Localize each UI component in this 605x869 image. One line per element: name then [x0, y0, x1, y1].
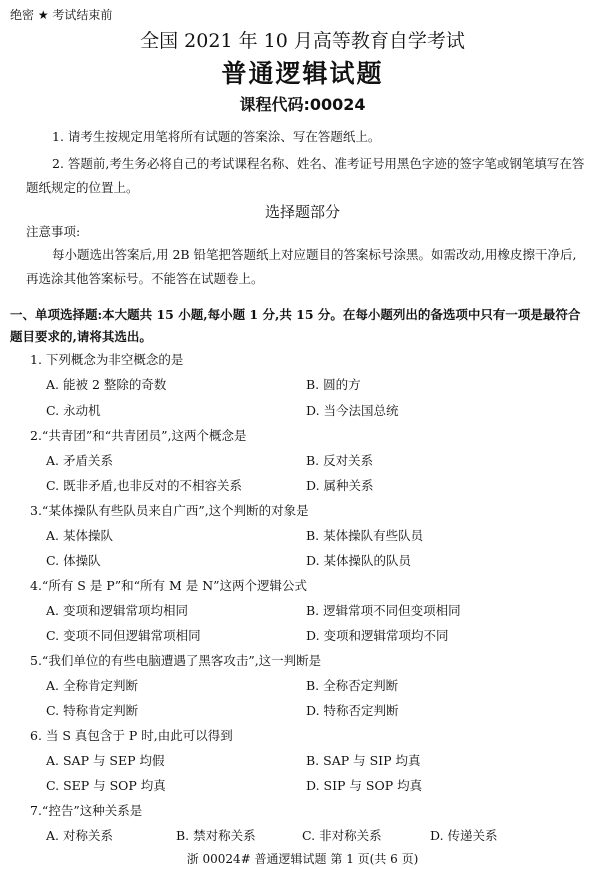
section-title: 选择题部分	[264, 203, 340, 221]
question-5-option-c: C. 特称肯定判断	[46, 703, 139, 718]
notes-text: 每小题选出答案后,用 2B 铅笔把答题纸上对应题目的答案标号涂黑。如需改动,用橡皮擦干净后,再选涂其他答案标号。不能答在试题卷上。	[26, 247, 577, 286]
question-3-stem: 3.“某体操队有些队员来自广西”,这个判断的对象是	[30, 503, 309, 518]
question-2-stem: 2.“共青团”和“共青团员”,这两个概念是	[30, 428, 247, 443]
question-1-option-d: D. 当今法国总统	[306, 403, 399, 418]
instruction-2: 2. 答题前,考生务必将自己的考试课程名称、姓名、准考证号用黑色字迹的签字笔或钢笔填写在答题纸规定的位置上。	[26, 156, 585, 195]
question-6-option-a: A. SAP 与 SEP 均假	[46, 753, 165, 768]
question-7-option-b: B. 禁对称关系	[176, 828, 256, 843]
question-4-stem: 4.“所有 S 是 P”和“所有 M 是 N”这两个逻辑公式	[30, 578, 308, 593]
question-1-option-a: A. 能被 2 整除的奇数	[46, 377, 167, 392]
question-5-option-b: B. 全称否定判断	[306, 678, 399, 693]
question-5-stem: 5.“我们单位的有些电脑遭遇了黑客攻击”,这一判断是	[30, 653, 322, 668]
question-2-option-c: C. 既非矛盾,也非反对的不相容关系	[46, 478, 243, 493]
question-1-option-c: C. 永动机	[46, 403, 101, 418]
question-5-option-d: D. 特称否定判断	[306, 703, 399, 718]
question-7-option-c: C. 非对称关系	[302, 828, 382, 843]
question-6-option-c: C. SEP 与 SOP 均真	[46, 778, 166, 793]
subject-title: 普通逻辑试题	[221, 59, 384, 88]
question-7-option-d: D. 传递关系	[430, 828, 498, 843]
question-2-option-a: A. 矛盾关系	[46, 453, 113, 468]
confidentiality-label: 绝密 ★ 考试结束前	[10, 8, 113, 22]
question-5-option-a: A. 全称肯定判断	[46, 678, 138, 693]
question-3-option-a: A. 某体操队	[46, 528, 113, 543]
question-3-option-b: B. 某体操队有些队员	[306, 528, 424, 543]
exam-title: 全国 2021 年 10 月高等教育自学考试	[140, 30, 465, 52]
question-3-option-c: C. 体操队	[46, 553, 101, 568]
question-7-option-a: A. 对称关系	[46, 828, 113, 843]
question-2-option-b: B. 反对关系	[306, 453, 374, 468]
part1-heading: 一、单项选择题:本大题共 15 小题,每小题 1 分,共 15 分。在每小题列出的备选项中只有一项是最符合题目要求的,请将其选出。	[10, 307, 581, 344]
question-6-option-d: D. SIP 与 SOP 均真	[306, 778, 423, 793]
question-6-option-b: B. SAP 与 SIP 均真	[306, 753, 421, 768]
question-6-stem: 6. 当 S 真包含于 P 时,由此可以得到	[30, 728, 233, 743]
question-4-option-d: D. 变项和逻辑常项均不同	[306, 628, 449, 643]
question-4-option-b: B. 逻辑常项不同但变项相同	[306, 603, 461, 618]
question-4-option-c: C. 变项不同但逻辑常项相同	[46, 628, 201, 643]
notes-label: 注意事项:	[26, 224, 81, 239]
instruction-1: 1. 请考生按规定用笔将所有试题的答案涂、写在答题纸上。	[52, 129, 381, 144]
question-4-option-a: A. 变项和逻辑常项均相同	[46, 603, 188, 618]
course-code: 课程代码:00024	[239, 95, 366, 114]
page-footer: 浙 00024# 普通逻辑试题 第 1 页(共 6 页)	[186, 852, 419, 866]
question-3-option-d: D. 某体操队的队员	[306, 553, 412, 568]
question-1-option-b: B. 圆的方	[306, 377, 361, 392]
question-1-stem: 1. 下列概念为非空概念的是	[30, 352, 184, 367]
question-2-option-d: D. 属种关系	[306, 478, 374, 493]
question-7-stem: 7.“控告”这种关系是	[30, 803, 143, 818]
